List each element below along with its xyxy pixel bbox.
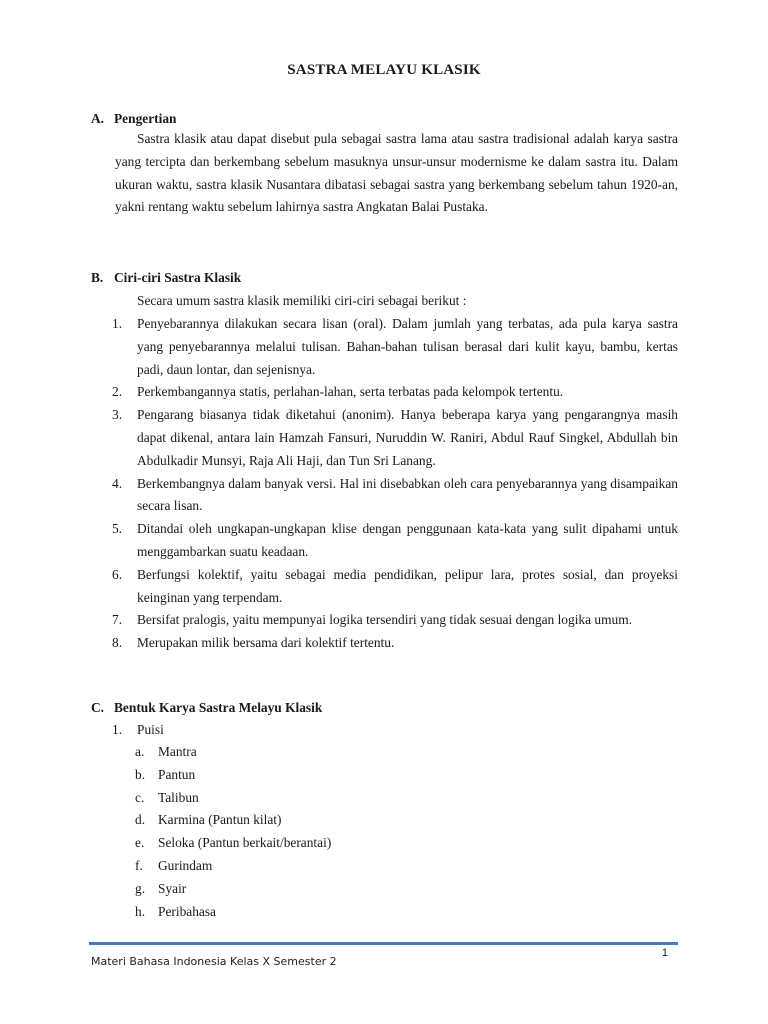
list-item — [135, 901, 331, 924]
section-a-paragraph-text: Sastra klasik atau dapat disebut pula sebagai sastra lama atau sastra tradisional adalah karya sastra yang tercipta dan berkembang sebelum masuknya unsur-unsur modernisme ke dalam sastra itu. Dalam ukuran waktu, sastra klasik Nusantara dibatasi sebagai sastra yang berkembang sebelum tahun 1920-an, yakni rentang waktu sebelum lahirnya sastra Angkatan Balai Pustaka. — [115, 131, 678, 215]
list-item-text: Berkembangnya dalam banyak versi. Hal ini disebabkan oleh cara penyebarannya yang disampaikan secara lisan. — [137, 475, 678, 514]
section-c-title: Bentuk Karya Sastra Melayu Klasik — [114, 700, 323, 715]
list-item-text: Pantun — [158, 766, 196, 782]
list-item-number: 3. — [112, 407, 123, 423]
list-item-text: Perkembangannya statis, perlahan-lahan, serta terbatas pada kelompok tertentu. — [137, 384, 564, 400]
section-c-label: C. — [91, 700, 105, 715]
list-item — [91, 632, 678, 655]
list-item-text: Mantra — [158, 744, 197, 759]
list-item-text: Bersifat pralogis, yaitu mempunyai logika tersendiri yang tidak sesuai dengan logika umum. — [137, 612, 632, 628]
list-item-number: 5. — [112, 521, 123, 537]
list-item-number: 1. — [112, 316, 123, 331]
list-item-letter: d. — [135, 812, 146, 828]
section-a-label: A. — [91, 111, 105, 126]
list-item-text: Peribahasa — [158, 903, 217, 919]
list-item — [91, 404, 678, 472]
list-item-text: Pengarang biasanya tidak diketahui (anonim). Hanya beberapa karya yang pengarangnya masih dapat dikenal, antara lain Hamzah Fansuri, Nuruddin W. Raniri, Abdul Rauf Singkel, Abdullah bin Abdulkadir Munsyi, Raja Ali Haji, dan Tun Sri Lanang. — [137, 407, 678, 468]
list-item-text: Talibun — [158, 789, 199, 805]
subsection-number: 1. — [112, 722, 123, 737]
list-item-number: 8. — [112, 635, 123, 651]
section-a-paragraph — [115, 128, 678, 219]
section-b-label: B. — [91, 270, 104, 285]
characteristics-list — [91, 313, 678, 655]
list-item-text: Syair — [158, 880, 187, 896]
list-item — [91, 564, 678, 610]
list-item-text: Penyebarannya dilakukan secara lisan (oral). Dalam jumlah yang terbatas, ada pula karya sastra yang penyebarannya melalui tulisan. Bahan-bahan tulisan berasal dari kulit kayu, bambu, kertas padi, daun lontar, dan sejenisnya. — [137, 316, 678, 377]
list-item-number: 4. — [112, 475, 123, 491]
list-item-letter: g. — [135, 880, 146, 896]
list-item-letter: f. — [135, 857, 143, 873]
footer-divider — [89, 942, 678, 945]
list-item-number: 2. — [112, 384, 123, 400]
section-b-heading — [91, 267, 241, 289]
section-b-intro: Secara umum sastra klasik memiliki ciri-ciri sebagai berikut : — [137, 293, 467, 308]
list-item-letter: b. — [135, 766, 146, 782]
list-item-letter: e. — [135, 835, 145, 851]
list-item-text: Seloka (Pantun berkait/berantai) — [158, 835, 332, 851]
list-item — [91, 381, 678, 404]
section-c-heading — [91, 697, 322, 719]
subsection-title: Puisi — [137, 722, 164, 737]
list-item — [91, 313, 678, 381]
puisi-list — [135, 741, 331, 923]
list-item — [135, 832, 331, 855]
list-item-text: Merupakan milik bersama dari kolektif tertentu. — [137, 635, 395, 651]
list-item-letter: c. — [135, 789, 145, 805]
list-item-number: 7. — [112, 612, 123, 628]
section-a-heading — [91, 108, 176, 130]
list-item — [91, 518, 678, 564]
footer-text: Materi Bahasa Indonesia Kelas X Semester 2 — [91, 955, 337, 968]
list-item-letter: h. — [135, 903, 146, 919]
list-item — [135, 764, 331, 787]
page-number: 1 — [661, 947, 668, 959]
list-item — [91, 609, 678, 632]
section-b-title: Ciri-ciri Sastra Klasik — [114, 270, 242, 285]
list-item-text: Karmina (Pantun kilat) — [158, 812, 282, 828]
list-item-letter: a. — [135, 744, 145, 759]
list-item — [135, 878, 331, 901]
list-item — [135, 809, 331, 832]
list-item-number: 6. — [112, 566, 123, 582]
subsection-puisi — [112, 719, 164, 741]
section-a-title: Pengertian — [114, 111, 177, 126]
list-item-text: Berfungsi kolektif, yaitu sebagai media pendidikan, pelipur lara, protes sosial, dan proyeksi keinginan yang terpendam. — [137, 566, 678, 605]
list-item — [135, 855, 331, 878]
list-item-text: Gurindam — [158, 857, 213, 873]
page-title: SASTRA MELAYU KLASIK — [287, 62, 481, 78]
list-item — [91, 473, 678, 519]
list-item-text: Ditandai oleh ungkapan-ungkapan klise dengan penggunaan kata-kata yang sulit dipahami untuk menggambarkan suatu keadaan. — [137, 521, 678, 559]
list-item — [135, 741, 331, 764]
list-item — [135, 787, 331, 810]
